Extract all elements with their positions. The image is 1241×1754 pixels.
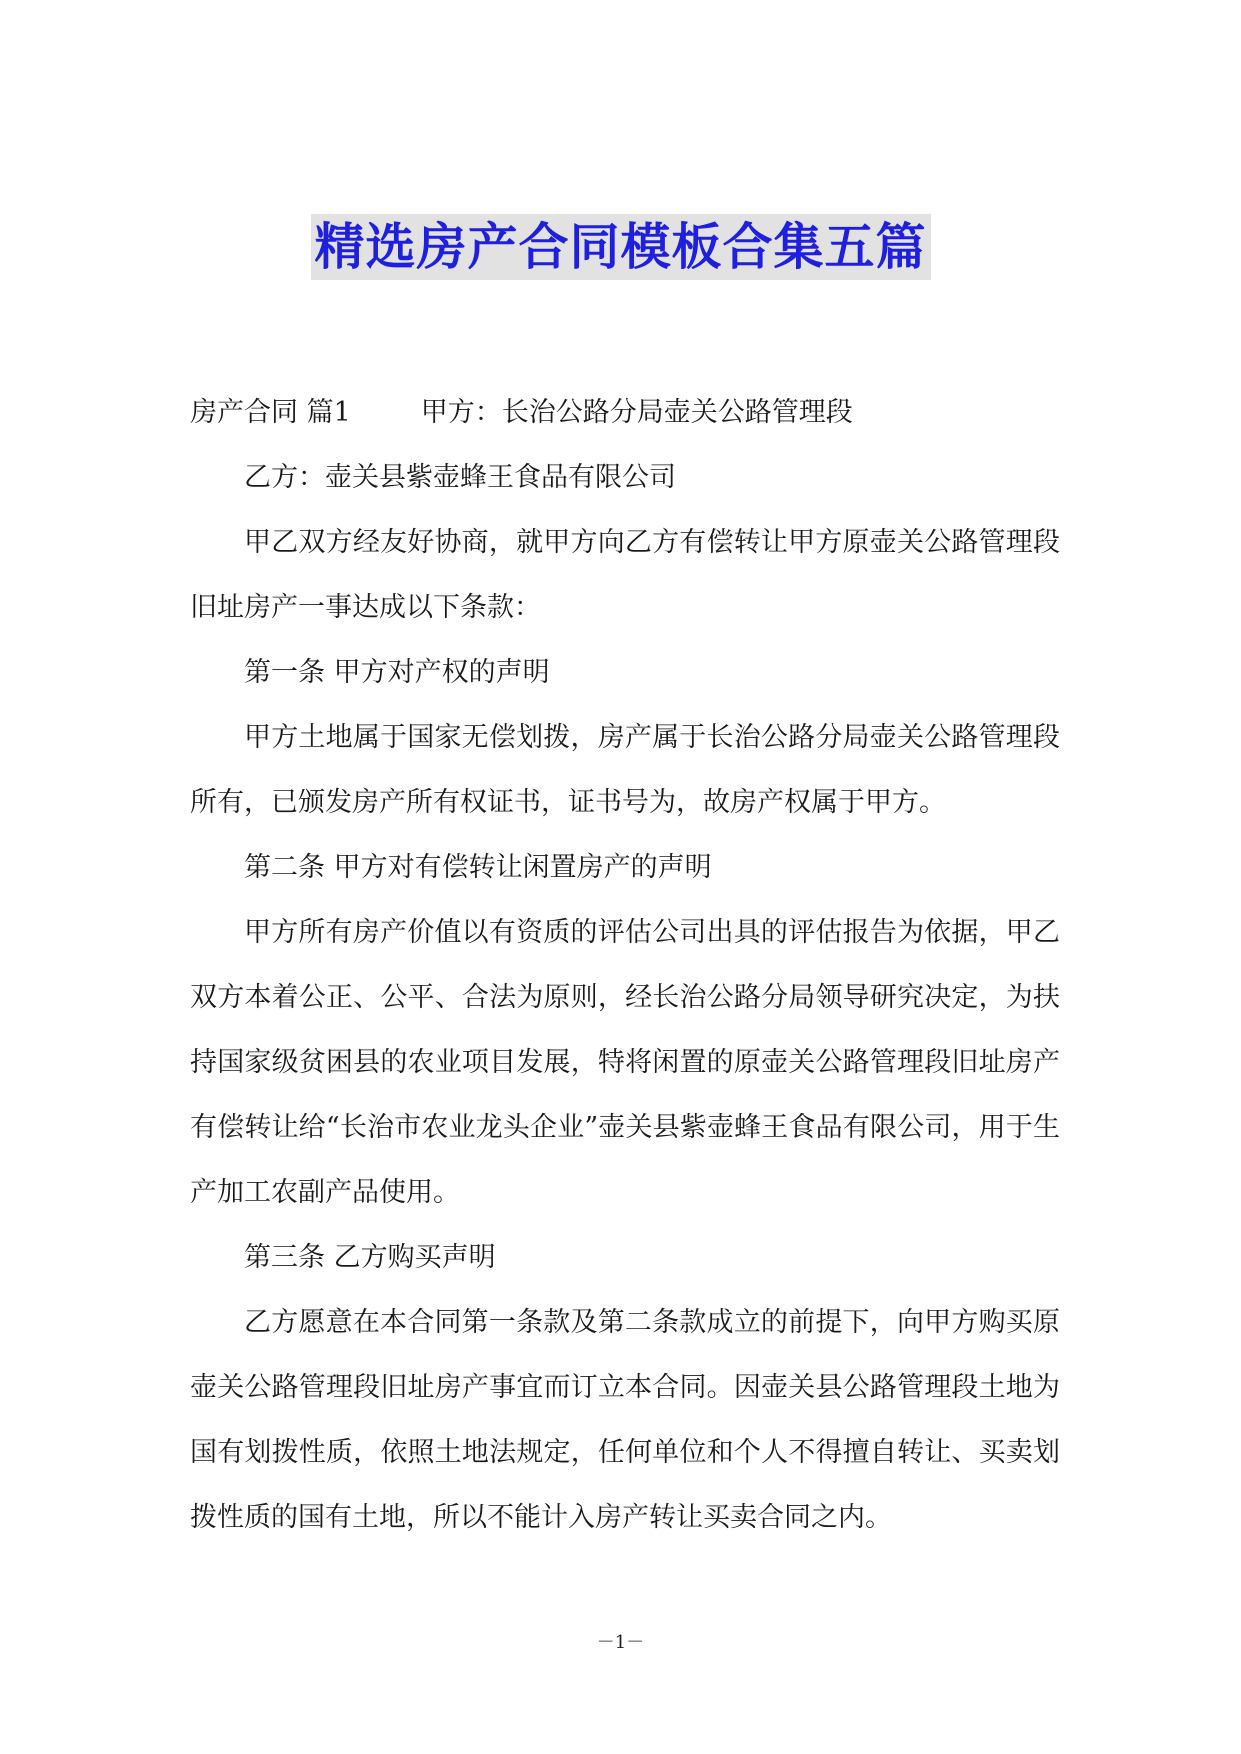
paragraph: 甲方所有房产价值以有资质的评估公司出具的评估报告为依据，甲乙双方本着公正、公平、合法为原则，经长治公路分局领导研究决定，为扶持国家级贫困县的农业项目发展，特将闲置的原壶关公路管理段旧址房产有偿转让给“长治市农业龙头企业”壶关县紫壶蜂王食品有限公司，用于生产加工农副产品使用。 xyxy=(190,917,1060,1208)
page-number: －1－ xyxy=(596,1632,645,1653)
paragraph: 乙方：壶关县紫壶蜂王食品有限公司 xyxy=(244,462,676,493)
paragraph: 甲乙双方经友好协商，就甲方向乙方有偿转让甲方原壶关公路管理段旧址房产一事达成以下条款： xyxy=(190,527,1060,623)
clause-heading: 第三条 乙方购买声明 xyxy=(244,1242,496,1273)
document-body xyxy=(190,380,1060,1550)
section-label: 房产合同 篇1 xyxy=(190,397,351,428)
clause-heading: 第二条 甲方对有偿转让闲置房产的声明 xyxy=(244,852,712,883)
title-wrap xyxy=(0,214,1241,280)
document-title: 精选房产合同模板合集五篇 xyxy=(311,214,931,280)
party-a-line: 甲方：长治公路分局壶关公路管理段 xyxy=(420,397,853,428)
clause-heading: 第一条 甲方对产权的声明 xyxy=(244,657,550,688)
paragraph: 甲方土地属于国家无偿划拨，房产属于长治公路分局壶关公路管理段所有，已颁发房产所有权证书，证书号为，故房产权属于甲方。 xyxy=(190,722,1060,818)
paragraph: 乙方愿意在本合同第一条款及第二条款成立的前提下，向甲方购买原壶关公路管理段旧址房产事宜而订立本合同。因壶关县公路管理段土地为国有划拨性质，依照土地法规定，任何单位和个人不得擅自转让、买卖划拨性质的国有土地，所以不能计入房产转让买卖合同之内。 xyxy=(190,1307,1060,1533)
heading-line xyxy=(190,380,1060,445)
